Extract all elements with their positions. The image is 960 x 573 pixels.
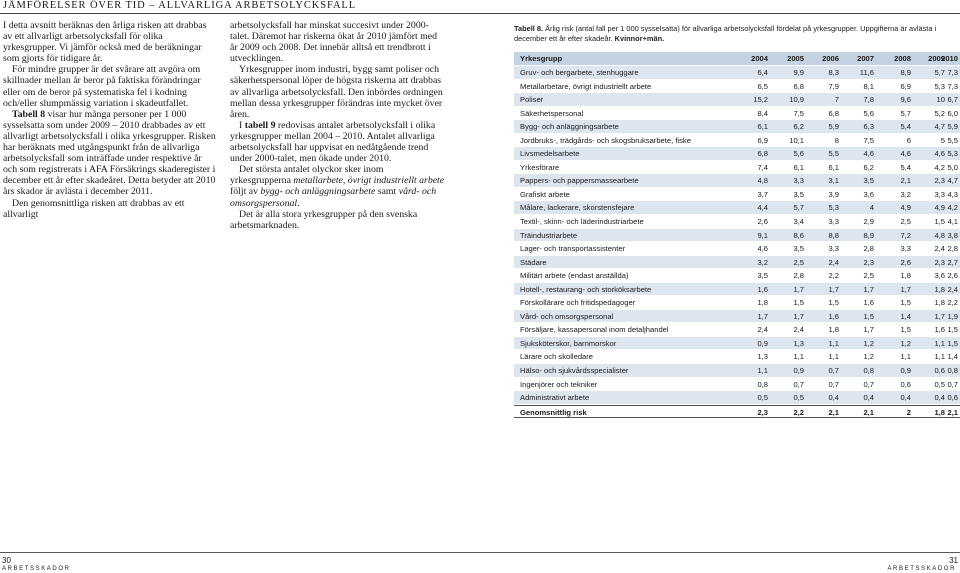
cell-value: 0,8 xyxy=(863,366,874,376)
text-column-middle xyxy=(230,20,445,231)
cell-value: 0,4 xyxy=(828,393,839,403)
cell-value: 0,8 xyxy=(757,379,768,389)
table-row xyxy=(514,215,960,229)
cell-value: 2,6 xyxy=(757,217,768,227)
table-caption: Tabell 8. Årlig risk (antal fall per 1 000 sysselsatta) för allvarliga arbetsolycksfall fördelat på yrkesgrupper. Uppgifterna är avlästa i december ett år efter skadeår. Kvinnor+män. xyxy=(514,24,937,43)
header-cell-year: 2004 xyxy=(751,54,768,63)
cell-group: Försäljare, kassapersonal inom detaljhandel xyxy=(520,325,669,335)
cell-value: 0,7 xyxy=(793,379,804,389)
cell-value: 4,8 xyxy=(934,230,945,240)
cell-value: 2,4 xyxy=(793,325,804,335)
cell-value: 7,8 xyxy=(863,95,874,105)
cell-value: 3,1 xyxy=(828,176,839,186)
cell-value: 3,3 xyxy=(934,189,945,199)
cell-value: 0,9 xyxy=(900,366,911,376)
header-cell-group: Yrkesgrupp xyxy=(520,54,563,63)
cell-value: 5,5 xyxy=(828,149,839,159)
cell-value: 0,7 xyxy=(947,379,958,389)
table-row xyxy=(514,296,960,310)
cell-group: Säkerhetspersonal xyxy=(520,108,584,118)
cell-value: 6 xyxy=(906,135,911,145)
cell-group: Gruv- och bergarbete, stenhuggare xyxy=(520,68,639,77)
cell-value: 1,5 xyxy=(900,298,911,308)
cell-value: 1,8 xyxy=(934,284,945,294)
cell-value: 2,3 xyxy=(757,407,768,417)
cell-value: 1,2 xyxy=(900,338,911,348)
cell-group: Textil-, skinn- och läderindustriarbete xyxy=(520,217,644,227)
cell-value: 4,6 xyxy=(863,149,874,159)
cell-value: 7,4 xyxy=(757,162,768,172)
cell-value: 2,3 xyxy=(934,257,945,267)
cell-value: 1,4 xyxy=(947,352,958,362)
running-header xyxy=(0,0,960,13)
page-number-left: 30 xyxy=(2,556,11,565)
cell-value: 0,7 xyxy=(828,366,839,376)
cell-value: 6,5 xyxy=(757,81,768,91)
cell-value: 1,2 xyxy=(863,352,874,362)
cell-value: 4,6 xyxy=(757,244,768,254)
cell-value: 6,1 xyxy=(793,162,804,172)
cell-value: 0,6 xyxy=(934,366,945,376)
cell-value: 1,4 xyxy=(900,311,911,321)
header-cell-year: 2007 xyxy=(857,54,874,63)
cell-value: 1,1 xyxy=(934,338,945,348)
cell-value: 2,6 xyxy=(900,257,911,267)
cell-value: 4,1 xyxy=(947,217,958,227)
cell-value: 2,8 xyxy=(793,271,804,281)
cell-value: 3,7 xyxy=(757,189,768,199)
cell-value: 1,5 xyxy=(947,338,958,348)
paragraph: I tabell 9 redovisas antalet arbetsolycksfall i olika yrkesgrupper mellan 2004 – 2010. Antalet allvarliga arbetsolycksfall har uppvisat en nedåtgående trend under 2000-talet, men ökade under 2010. xyxy=(230,119,436,165)
cell-value: 2,1 xyxy=(947,407,958,417)
cell-value: 4 xyxy=(869,203,874,213)
cell-value: 1,8 xyxy=(757,298,768,308)
table-row xyxy=(514,134,960,148)
cell-value: 1,7 xyxy=(863,325,874,335)
cell-value: 0,6 xyxy=(947,393,958,403)
cell-value: 5,7 xyxy=(934,68,945,77)
cell-value: 11,6 xyxy=(859,68,874,77)
cell-value: 0,5 xyxy=(793,393,804,403)
cell-value: 2,3 xyxy=(934,176,945,186)
cell-value: 2,7 xyxy=(947,257,958,267)
cell-value: 2,8 xyxy=(947,244,958,254)
table-row xyxy=(514,323,960,337)
cell-value: 2,4 xyxy=(757,325,768,335)
table-row xyxy=(514,174,960,188)
cell-value: 2,4 xyxy=(947,284,958,294)
cell-value: 3,2 xyxy=(757,257,768,267)
cell-value: 6,9 xyxy=(900,81,911,91)
cell-value: 9,1 xyxy=(757,230,768,240)
cell-value: 7,5 xyxy=(863,135,874,145)
cell-group: Hälso- och sjukvårdsspecialister xyxy=(520,366,629,376)
cell-value: 15,2 xyxy=(753,95,768,105)
cell-value: 1,5 xyxy=(793,298,804,308)
header-cell-year: 2005 xyxy=(787,54,804,63)
cell-value: 8,6 xyxy=(793,230,804,240)
cell-value: 2,4 xyxy=(828,257,839,267)
cell-value: 2,8 xyxy=(863,244,874,254)
cell-value: 1,1 xyxy=(828,338,839,348)
cell-value: 1,6 xyxy=(863,298,874,308)
cell-value: 0,4 xyxy=(934,393,945,403)
table-row xyxy=(514,80,960,94)
cell-value: 5,3 xyxy=(947,149,958,159)
cell-value: 6,4 xyxy=(757,68,768,77)
cell-value: 3,5 xyxy=(757,271,768,281)
cell-value: 5,3 xyxy=(828,203,839,213)
cell-value: 7,3 xyxy=(947,68,958,77)
cell-value: 2,1 xyxy=(828,407,839,417)
cell-group: Målare, lackerare, skorstensfejare xyxy=(520,203,635,213)
cell-value: 7,3 xyxy=(947,81,958,91)
page-number-right: 31 xyxy=(949,556,958,565)
cell-value: 1,2 xyxy=(863,338,874,348)
table-row xyxy=(514,107,960,121)
cell-value: 2,4 xyxy=(934,244,945,254)
cell-value: 6,1 xyxy=(828,162,839,172)
cell-value: 3,4 xyxy=(793,217,804,227)
cell-value: 1,7 xyxy=(757,311,768,321)
paragraph: Tabell 8 visar hur många personer per 1 000 sysselsatta som under 2009 – 2010 drabbades av ett allvarligt arbetsolycksfall i olika yrkesgrupper. Risken har beräknats med utgångspunkt från de allvarliga arbetsolycksfall som inträffade under respektive år och som registrerats i AFA Försäkrings skaderegister i december ett år efter skadeåret. Detta betyder att 2010 års skador är avlästa i december 2011. xyxy=(3,108,216,198)
cell-value: 10 xyxy=(936,95,945,105)
cell-value: 5,0 xyxy=(947,162,958,172)
table-row xyxy=(514,310,960,324)
cell-value: 0,5 xyxy=(934,379,945,389)
cell-value: 5,3 xyxy=(934,81,945,91)
table-row xyxy=(514,188,960,202)
table-row xyxy=(514,120,960,134)
cell-value: 3,6 xyxy=(863,189,874,199)
cell-value: 4,6 xyxy=(934,149,945,159)
table-row xyxy=(514,229,960,243)
table-row xyxy=(514,201,960,215)
cell-group: Poliser xyxy=(520,95,544,105)
cell-value: 1,7 xyxy=(793,284,804,294)
cell-value: 0,9 xyxy=(757,338,768,348)
cell-value: 2,1 xyxy=(900,176,911,186)
cell-value: 8,9 xyxy=(900,68,911,77)
cell-value: 2,5 xyxy=(793,257,804,267)
cell-value: 2,5 xyxy=(900,217,911,227)
cell-value: 4,6 xyxy=(900,149,911,159)
header-rule xyxy=(0,13,960,14)
table-row xyxy=(514,242,960,256)
table-row xyxy=(514,364,960,378)
cell-value: 0,9 xyxy=(793,366,804,376)
cell-value: 5,6 xyxy=(863,108,874,118)
cell-value: 2,2 xyxy=(947,298,958,308)
paragraph: Yrkesgrupper inom industri, bygg samt poliser och säkerhetspersonal löper de högsta riskerna att drabbas av allvarliga arbetsolycksfall. Den inbördes ordningen mellan dessa yrkesgrupper förändras inte mycket över åren. xyxy=(230,64,443,120)
cell-value: 7,9 xyxy=(828,81,839,91)
cell-value: 2,1 xyxy=(863,407,874,417)
table-row xyxy=(514,269,960,283)
table-reference: Tabell 8 xyxy=(12,108,46,120)
cell-value: 1,3 xyxy=(757,352,768,362)
cell-group: Hotell-, restaurang- och storköksarbete xyxy=(520,284,652,294)
table-row xyxy=(514,283,960,297)
table-row xyxy=(514,161,960,175)
cell-value: 8,8 xyxy=(828,230,839,240)
cell-value: 1,7 xyxy=(863,284,874,294)
cell-group: Grafiskt arbete xyxy=(520,189,570,199)
cell-value: 6,9 xyxy=(757,135,768,145)
cell-value: 2,6 xyxy=(947,271,958,281)
paragraph: Den genomsnittliga risken att drabbas av ett allvarligt xyxy=(3,197,185,220)
cell-value: 3,3 xyxy=(900,244,911,254)
table-row xyxy=(514,147,960,161)
cell-value: 8,9 xyxy=(863,230,874,240)
cell-value: 8,4 xyxy=(757,108,768,118)
cell-value: 5,7 xyxy=(900,108,911,118)
cell-value: 7,5 xyxy=(793,108,804,118)
cell-value: 1,5 xyxy=(900,325,911,335)
cell-group: Administrativt arbete xyxy=(520,393,590,403)
cell-group: Träindustriarbete xyxy=(520,230,578,240)
table-row xyxy=(514,256,960,270)
cell-value: 6,8 xyxy=(793,81,804,91)
cell-group: Metallarbetare, övrigt industriellt arbete xyxy=(520,81,652,91)
cell-value: 5,7 xyxy=(793,203,804,213)
cell-value: 1,7 xyxy=(793,311,804,321)
publication-name-left: ARBETSSKADOR xyxy=(2,566,71,572)
header-cell-year: 2010 xyxy=(941,54,958,63)
cell-value: 0,4 xyxy=(863,393,874,403)
risk-table xyxy=(514,52,960,418)
table-row xyxy=(514,337,960,351)
cell-value: 1,1 xyxy=(828,352,839,362)
cell-value: 6,8 xyxy=(757,149,768,159)
cell-value: 2,2 xyxy=(793,407,804,417)
cell-value: 1,8 xyxy=(934,298,945,308)
cell-value: 3,5 xyxy=(863,176,874,186)
cell-value: 5,4 xyxy=(900,122,911,132)
cell-value: 6,2 xyxy=(863,162,874,172)
cell-value: 6,8 xyxy=(828,108,839,118)
cell-value: 1,6 xyxy=(934,325,945,335)
table-row xyxy=(514,350,960,364)
cell-value: 1,9 xyxy=(947,311,958,321)
cell-value: 10,1 xyxy=(789,135,804,145)
cell-value: 2,5 xyxy=(863,271,874,281)
cell-value: 4,7 xyxy=(947,176,958,186)
cell-value: 1,5 xyxy=(828,298,839,308)
cell-value: 1,7 xyxy=(828,284,839,294)
paragraph: För mindre grupper är det svårare att avgöra om skillnader mellan år beror på faktiska förändringar eller om de beror på systematiska fel i kodning och/eller slumpmässig variation i skadeutfallet. xyxy=(3,64,201,109)
text-column-left xyxy=(3,20,218,220)
cell-value: 0,8 xyxy=(947,366,958,376)
cell-value: 2,9 xyxy=(863,217,874,227)
cell-value: 1,3 xyxy=(793,338,804,348)
table-reference: tabell 9 xyxy=(244,119,276,131)
cell-value: 0,4 xyxy=(900,393,911,403)
header-cell-year: 2006 xyxy=(822,54,839,63)
cell-value: 4,2 xyxy=(934,162,945,172)
cell-value: 5,9 xyxy=(947,122,958,132)
cell-group: Jordbruks-, trädgårds- och skogsbruksarbete, fiske xyxy=(520,135,691,145)
paragraph: arbetsolycksfall har minskat succesivt under 2000-talet. Däremot har riskerna ökat år 2010 jämfört med år 2009 och 2008. Det innebär alltså ett trendbrott i utvecklingen. xyxy=(230,20,438,65)
cell-value: 2,2 xyxy=(828,271,839,281)
cell-value: 0,6 xyxy=(900,379,911,389)
cell-value: 1,7 xyxy=(900,284,911,294)
cell-value: 3,8 xyxy=(947,230,958,240)
footer-rule xyxy=(0,552,960,553)
cell-group: Förskollärare och fritidspedagoger xyxy=(520,298,636,308)
cell-group: Bygg- och anläggningsarbete xyxy=(520,122,619,132)
cell-value: 4,7 xyxy=(934,122,945,132)
cell-value: 4,9 xyxy=(900,203,911,213)
cell-value: 7 xyxy=(834,95,839,105)
cell-group: Vård- och omsorgspersonal xyxy=(520,311,614,321)
cell-value: 3,5 xyxy=(793,244,804,254)
cell-group: Ingenjörer och tekniker xyxy=(520,379,598,389)
paragraph: I detta avsnitt beräknas den årliga risken att drabbas av ett allvarligt arbetsolycksfall för olika yrkesgrupper. Vi jämför också med de beräkningar som gjorts för tidigare år. xyxy=(3,20,207,65)
cell-value: 0,5 xyxy=(757,393,768,403)
cell-group: Yrkesförare xyxy=(520,162,560,172)
cell-value: 1,8 xyxy=(828,325,839,335)
cell-value: 2,3 xyxy=(863,257,874,267)
cell-value: 0,7 xyxy=(828,379,839,389)
cell-group: Genomsnittlig risk xyxy=(520,407,587,417)
header-cell-year: 2008 xyxy=(894,54,911,63)
cell-value: 5,9 xyxy=(828,122,839,132)
cell-value: 1,6 xyxy=(828,311,839,321)
cell-value: 4,8 xyxy=(757,176,768,186)
cell-value: 8 xyxy=(834,135,839,145)
cell-value: 1,5 xyxy=(863,311,874,321)
table-total-row xyxy=(514,405,960,419)
cell-value: 1,5 xyxy=(934,217,945,227)
cell-value: 5 xyxy=(940,135,945,145)
cell-value: 3,6 xyxy=(934,271,945,281)
cell-value: 4,4 xyxy=(757,203,768,213)
cell-value: 4,3 xyxy=(947,189,958,199)
cell-value: 8,3 xyxy=(828,68,839,77)
cell-value: 5,6 xyxy=(793,149,804,159)
cell-value: 5,5 xyxy=(947,135,958,145)
cell-value: 8,1 xyxy=(863,81,874,91)
cell-value: 1,5 xyxy=(947,325,958,335)
cell-value: 7,2 xyxy=(900,230,911,240)
cell-value: 1,1 xyxy=(900,352,911,362)
cell-value: 1,1 xyxy=(793,352,804,362)
table-row xyxy=(514,391,960,405)
cell-value: 6,1 xyxy=(757,122,768,132)
cell-value: 0,7 xyxy=(863,379,874,389)
caption-label: Tabell 8. xyxy=(514,24,544,33)
cell-value: 6,7 xyxy=(947,95,958,105)
cell-group: Städare xyxy=(520,257,547,267)
cell-value: 6,3 xyxy=(863,122,874,132)
cell-value: 1,6 xyxy=(757,284,768,294)
cell-value: 10,9 xyxy=(789,95,804,105)
cell-value: 9,6 xyxy=(900,95,911,105)
cell-value: 1,8 xyxy=(900,271,911,281)
cell-group: Lärare och skolledare xyxy=(520,352,594,362)
table-row xyxy=(514,378,960,392)
cell-value: 2 xyxy=(906,407,911,417)
cell-value: 3,2 xyxy=(900,189,911,199)
cell-value: 3,3 xyxy=(828,217,839,227)
table-header-row xyxy=(514,52,960,66)
cell-group: Sjuksköterskor, barnmorskor xyxy=(520,338,617,348)
cell-value: 3,3 xyxy=(793,176,804,186)
cell-value: 9,9 xyxy=(793,68,804,77)
cell-value: 4,2 xyxy=(947,203,958,213)
cell-group: Lager- och transportassistenter xyxy=(520,244,626,254)
cell-group: Militärt arbete (endast anställda) xyxy=(520,271,629,281)
cell-value: 1,1 xyxy=(934,352,945,362)
table-row xyxy=(514,66,960,80)
cell-value: 6,2 xyxy=(793,122,804,132)
cell-group: Pappers- och pappersmassearbete xyxy=(520,176,639,186)
cell-value: 5,2 xyxy=(934,108,945,118)
cell-value: 1,1 xyxy=(757,366,768,376)
cell-value: 1,7 xyxy=(934,311,945,321)
cell-value: 3,3 xyxy=(828,244,839,254)
cell-value: 3,9 xyxy=(828,189,839,199)
paragraph: Det är alla stora yrkesgrupper på den svenska arbetsmarknaden. xyxy=(230,208,418,231)
cell-value: 6,0 xyxy=(947,108,958,118)
paragraph: Det största antalet olyckor sker inom yrkesgrupperna metallarbete, övrigt industriellt arbete följt av bygg- och anläggningsarbete samt vård- och omsorgspersonal. xyxy=(230,164,445,209)
cell-value: 5,4 xyxy=(900,162,911,172)
cell-value: 4,9 xyxy=(934,203,945,213)
cell-value: 3,5 xyxy=(793,189,804,199)
cell-value: 1,8 xyxy=(934,407,945,417)
cell-group: Livsmedelsarbete xyxy=(520,149,580,159)
section-title: JÄMFÖRELSER ÖVER TID – ALLVARLIGA ARBETSOLYCKSFALL xyxy=(3,0,357,11)
header-cell-year: 2009 xyxy=(928,54,945,63)
table-row xyxy=(514,93,960,107)
publication-name-right: ARBETSSKADOR xyxy=(887,566,956,572)
